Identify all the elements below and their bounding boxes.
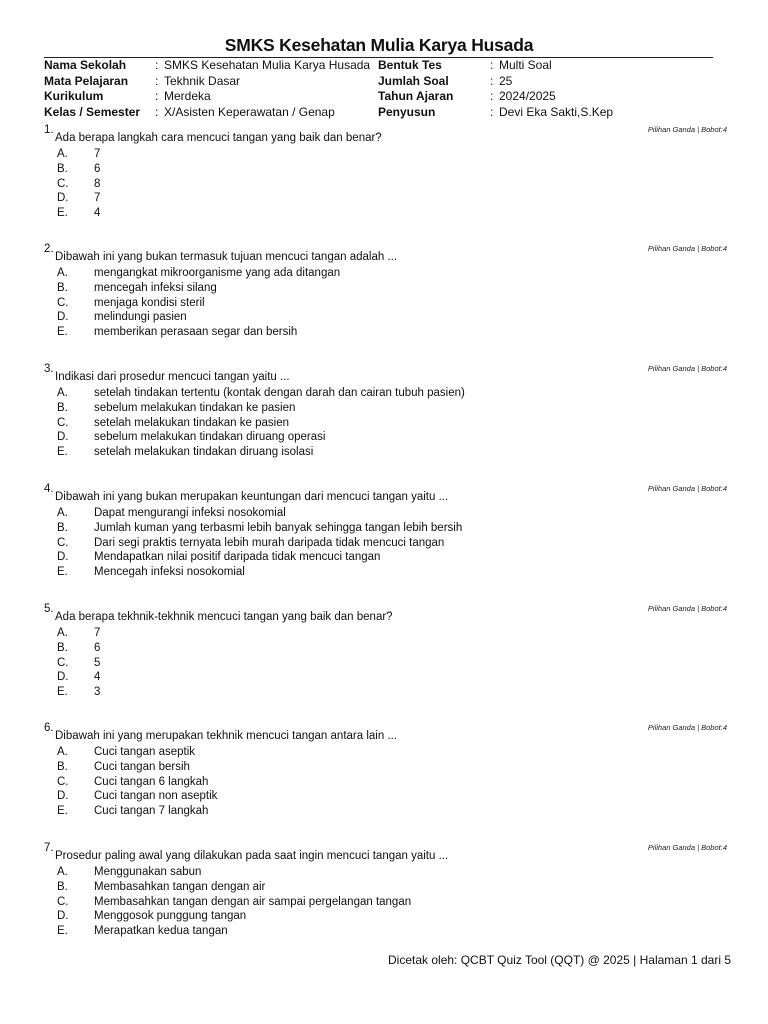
header-row bbox=[44, 58, 724, 74]
option-letter: C. bbox=[57, 536, 69, 549]
label-kelas-semester: Kelas / Semester bbox=[44, 104, 141, 119]
option-text: setelah tindakan tertentu (kontak dengan darah dan cairan tubuh pasien) bbox=[94, 387, 465, 399]
option-text: Cuci tangan bersih bbox=[94, 760, 190, 773]
option-text: setelah melakukan tindakan diruang isolasi bbox=[94, 446, 314, 459]
colon: : bbox=[490, 89, 494, 103]
option-text: Cuci tangan 7 langkah bbox=[94, 805, 209, 818]
option-text: 3 bbox=[94, 686, 101, 699]
question-text: Dibawah ini yang merupakan tekhnik mencuci tangan antara lain ... bbox=[55, 730, 398, 742]
option-letter: C. bbox=[57, 895, 69, 908]
question-number: 4. bbox=[44, 483, 54, 495]
option-letter: E. bbox=[57, 805, 68, 818]
option-letter: A. bbox=[57, 267, 68, 279]
option-text: Mendapatkan nilai positif daripada tidak mencuci tangan bbox=[94, 551, 381, 564]
value-penyusun: Devi Eka Sakti,S.Kep bbox=[499, 104, 614, 119]
option-text: Dari segi praktis ternyata lebih murah daripada tidak mencuci tangan bbox=[94, 536, 445, 549]
option-text: Membasahkan tangan dengan air sampai pergelangan tangan bbox=[94, 895, 412, 908]
option-text: mengangkat mikroorganisme yang ada ditangan bbox=[94, 267, 341, 279]
question-text: Ada berapa langkah cara mencuci tangan yang baik dan benar? bbox=[55, 132, 382, 144]
option-letter: C. bbox=[57, 775, 69, 788]
colon: : bbox=[155, 73, 159, 88]
option-text: Merapatkan kedua tangan bbox=[94, 925, 228, 938]
question-type-tag: Pilihan Ganda | Bobot:4 bbox=[647, 723, 727, 732]
label-kurikulum: Kurikulum bbox=[44, 89, 104, 103]
option-text: mencegah infeksi silang bbox=[94, 281, 217, 294]
option-letter: E. bbox=[57, 207, 68, 220]
option-text: 4 bbox=[94, 207, 101, 220]
option-text: sebelum melakukan tindakan diruang operasi bbox=[94, 431, 326, 444]
option-text: Menggosok punggung tangan bbox=[94, 910, 247, 923]
option-text: Cuci tangan aseptik bbox=[94, 746, 196, 758]
option-text: Dapat mengurangi infeksi nosokomial bbox=[94, 507, 286, 519]
option-letter: A. bbox=[57, 148, 68, 160]
header-row bbox=[44, 89, 724, 105]
option-letter: E. bbox=[57, 446, 68, 459]
header-row bbox=[44, 74, 724, 90]
header-info-table bbox=[44, 58, 724, 120]
option-letter: A. bbox=[57, 387, 68, 399]
value-kurikulum: Merdeka bbox=[164, 89, 211, 103]
option-text: setelah melakukan tindakan ke pasien bbox=[94, 416, 289, 429]
colon: : bbox=[155, 58, 159, 72]
option-letter: A. bbox=[57, 507, 68, 519]
value-mata-pelajaran: Tekhnik Dasar bbox=[164, 73, 241, 88]
option-letter: A. bbox=[57, 746, 68, 758]
label-penyusun: Penyusun bbox=[378, 104, 436, 119]
option-letter: C. bbox=[57, 296, 69, 309]
option-letter: D. bbox=[57, 431, 69, 444]
question-number: 1. bbox=[44, 124, 54, 136]
header-row bbox=[44, 105, 724, 121]
option-text: 6 bbox=[94, 162, 101, 175]
label-tahun-ajaran: Tahun Ajaran bbox=[378, 89, 454, 103]
option-letter: B. bbox=[57, 281, 68, 294]
question-type-tag: Pilihan Ganda | Bobot:4 bbox=[647, 604, 727, 613]
question-text: Prosedur paling awal yang dilakukan pada saat ingin mencuci tangan yaitu ... bbox=[55, 850, 449, 862]
print-footer: Dicetak oleh: QCBT Quiz Tool (QQT) @ 2025 | Halaman 1 dari 5 bbox=[388, 953, 731, 967]
option-letter: D. bbox=[57, 551, 69, 564]
label-nama-sekolah: Nama Sekolah bbox=[44, 58, 127, 72]
option-text: Menggunakan sabun bbox=[94, 866, 202, 878]
value-kelas-semester: X/Asisten Keperawatan / Genap bbox=[164, 104, 335, 119]
colon: : bbox=[155, 89, 159, 103]
option-text: Jumlah kuman yang terbasmi lebih banyak sehingga tangan lebih bersih bbox=[94, 521, 463, 534]
option-letter: D. bbox=[57, 311, 69, 324]
colon: : bbox=[490, 104, 494, 119]
option-text: 4 bbox=[94, 671, 101, 684]
question-type-tag: Pilihan Ganda | Bobot:4 bbox=[647, 843, 727, 852]
option-text: 5 bbox=[94, 656, 101, 669]
question-number: 3. bbox=[44, 363, 54, 375]
colon: : bbox=[155, 104, 159, 119]
question-type-tag: Pilihan Ganda | Bobot:4 bbox=[647, 484, 727, 493]
option-text: sebelum melakukan tindakan ke pasien bbox=[94, 401, 296, 414]
option-letter: C. bbox=[57, 177, 69, 190]
option-letter: C. bbox=[57, 656, 69, 669]
option-text: memberikan perasaan segar dan bersih bbox=[94, 326, 298, 339]
option-letter: D. bbox=[57, 910, 69, 923]
option-text: 7 bbox=[94, 148, 101, 160]
option-letter: E. bbox=[57, 326, 68, 339]
question-number: 5. bbox=[44, 603, 54, 615]
question-number: 7. bbox=[44, 842, 54, 854]
option-text: Cuci tangan non aseptik bbox=[94, 790, 218, 803]
colon: : bbox=[490, 73, 494, 88]
option-letter: E. bbox=[57, 925, 68, 938]
option-text: 8 bbox=[94, 177, 101, 190]
label-jumlah-soal: Jumlah Soal bbox=[378, 73, 449, 88]
option-letter: E. bbox=[57, 686, 68, 699]
value-tahun-ajaran: 2024/2025 bbox=[499, 89, 556, 103]
question-number: 2. bbox=[44, 243, 54, 255]
question-text: Dibawah ini yang bukan termasuk tujuan mencuci tangan adalah ... bbox=[55, 251, 398, 263]
question-text: Ada berapa tekhnik-tekhnik mencuci tangan yang baik dan benar? bbox=[55, 611, 393, 623]
value-bentuk-tes: Multi Soal bbox=[499, 58, 552, 72]
option-letter: B. bbox=[57, 641, 68, 654]
value-jumlah-soal: 25 bbox=[499, 73, 513, 88]
option-text: Mencegah infeksi nosokomial bbox=[94, 566, 245, 579]
option-text: menjaga kondisi steril bbox=[94, 296, 205, 309]
option-text: Cuci tangan 6 langkah bbox=[94, 775, 209, 788]
option-letter: C. bbox=[57, 416, 69, 429]
option-text: 7 bbox=[94, 192, 101, 205]
question-type-tag: Pilihan Ganda | Bobot:4 bbox=[647, 125, 727, 134]
question-text: Dibawah ini yang bukan merupakan keuntungan dari mencuci tangan yaitu ... bbox=[55, 491, 449, 503]
option-letter: A. bbox=[57, 627, 68, 639]
option-letter: E. bbox=[57, 566, 68, 579]
option-text: melindungi pasien bbox=[94, 311, 187, 324]
label-mata-pelajaran: Mata Pelajaran bbox=[44, 73, 129, 88]
option-letter: B. bbox=[57, 760, 68, 773]
question-number: 6. bbox=[44, 722, 54, 734]
question-type-tag: Pilihan Ganda | Bobot:4 bbox=[647, 364, 727, 373]
option-letter: D. bbox=[57, 671, 69, 684]
option-text: Membasahkan tangan dengan air bbox=[94, 880, 266, 893]
value-nama-sekolah: SMKS Kesehatan Mulia Karya Husada bbox=[164, 58, 371, 72]
question-text: Indikasi dari prosedur mencuci tangan yaitu ... bbox=[55, 371, 290, 383]
option-text: 7 bbox=[94, 627, 101, 639]
option-letter: B. bbox=[57, 880, 68, 893]
option-letter: B. bbox=[57, 521, 68, 534]
label-bentuk-tes: Bentuk Tes bbox=[378, 58, 442, 72]
option-letter: D. bbox=[57, 192, 69, 205]
option-letter: B. bbox=[57, 401, 68, 414]
option-letter: A. bbox=[57, 866, 68, 878]
option-letter: D. bbox=[57, 790, 69, 803]
question-type-tag: Pilihan Ganda | Bobot:4 bbox=[647, 244, 727, 253]
colon: : bbox=[490, 58, 494, 72]
option-text: 6 bbox=[94, 641, 101, 654]
option-letter: B. bbox=[57, 162, 68, 175]
document-title: SMKS Kesehatan Mulia Karya Husada bbox=[224, 35, 534, 55]
